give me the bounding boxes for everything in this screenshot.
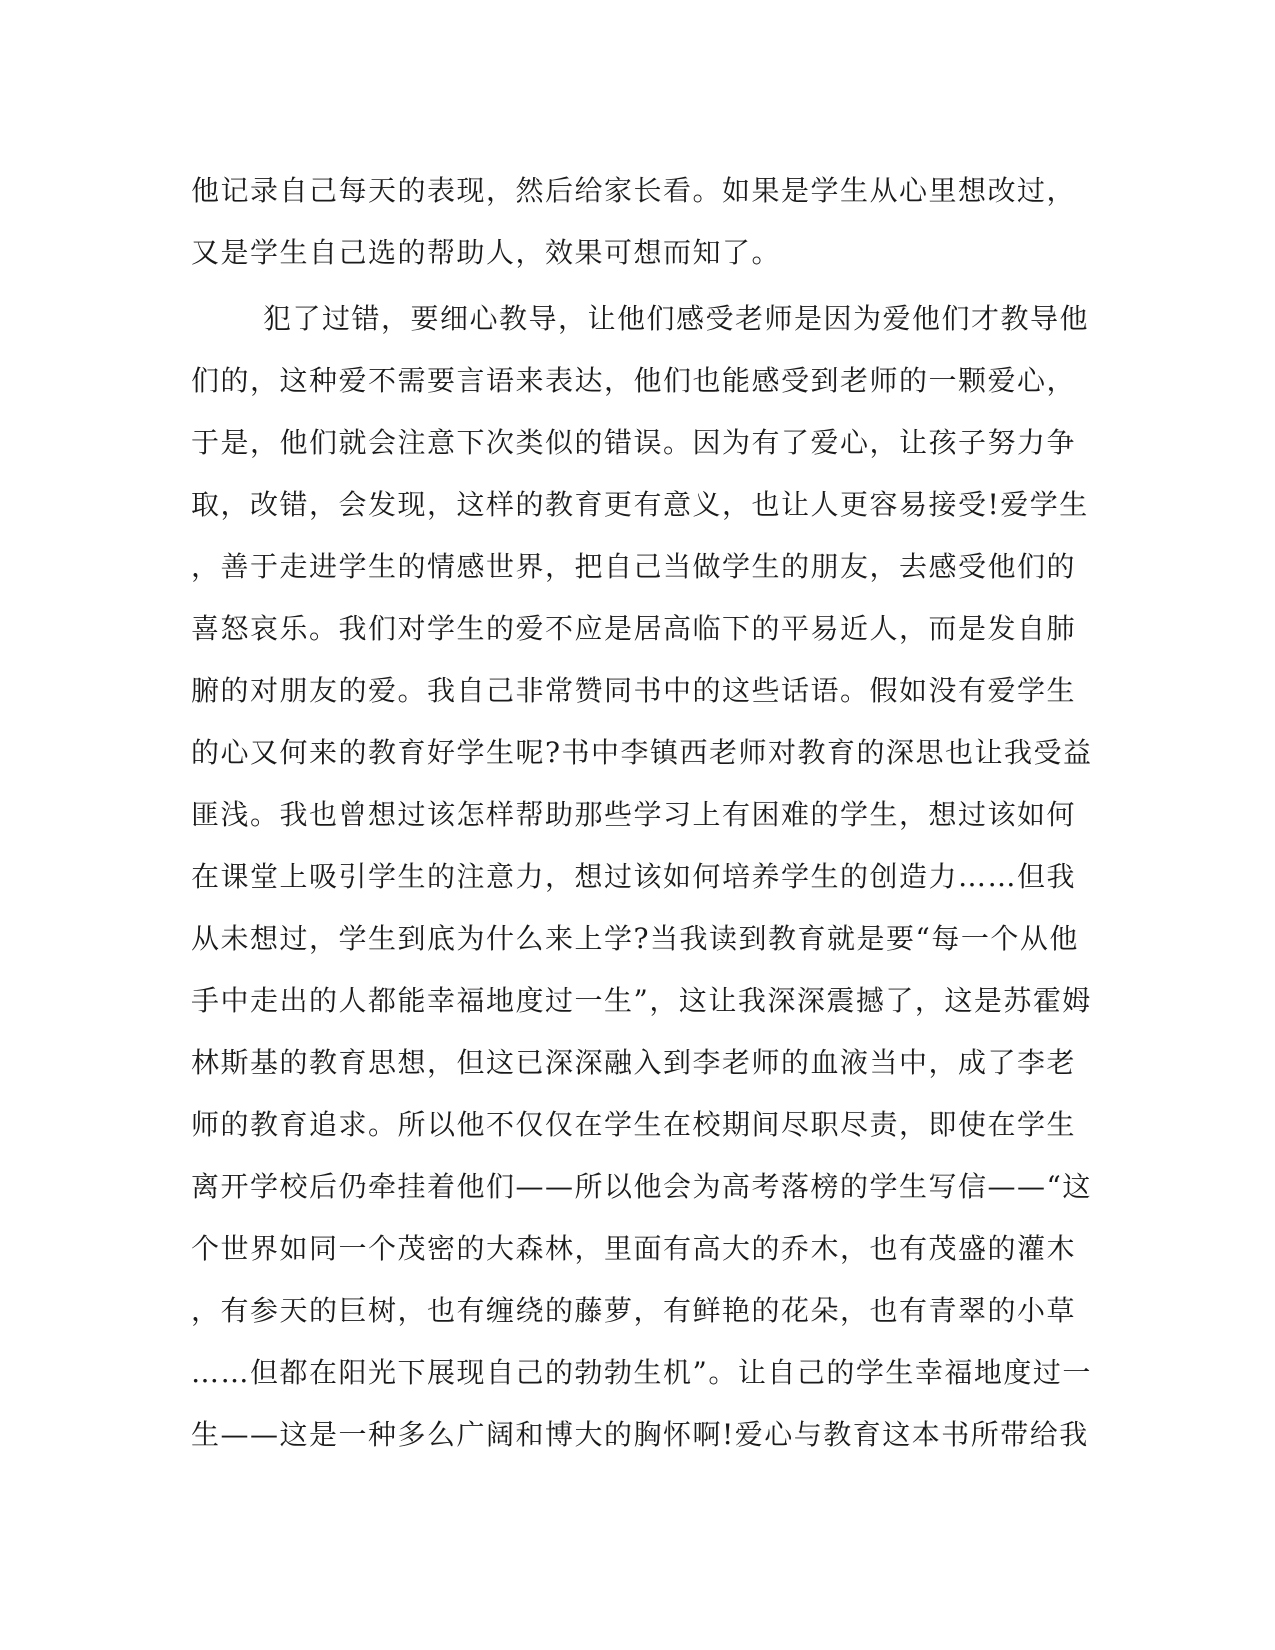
text-line: ，有参天的巨树，也有缠绕的藤萝，有鲜艳的花朵，也有青翠的小草: [191, 1294, 1077, 1327]
body-text: [191, 160, 1093, 1466]
text-line: 于是，他们就会注意下次类似的错误。因为有了爱心，让孩子努力争: [191, 426, 1077, 459]
text-line: 取，改错，会发现，这样的教育更有意义，也让人更容易接受!爱学生: [191, 488, 1089, 521]
text-line: 林斯基的教育思想，但这已深深融入到李老师的血液当中，成了李老: [191, 1046, 1077, 1079]
text-line: ，善于走进学生的情感世界，把自己当做学生的朋友，去感受他们的: [191, 550, 1077, 583]
text-line: 生——这是一种多么广阔和博大的胸怀啊!爱心与教育这本书所带给我: [191, 1418, 1089, 1451]
paragraph-2: [191, 288, 1093, 1466]
text-line: 的心又何来的教育好学生呢?书中李镇西老师对教育的深思也让我受益: [191, 736, 1093, 769]
text-line: 犯了过错，要细心教导，让他们感受老师是因为爱他们才教导他: [263, 302, 1090, 335]
text-line: 喜怒哀乐。我们对学生的爱不应是居高临下的平易近人，而是发自肺: [191, 612, 1077, 645]
text-line: 手中走出的人都能幸福地度过一生”，这让我深深震撼了，这是苏霍姆: [191, 984, 1092, 1017]
paragraph-1: [191, 160, 1077, 284]
text-line: ……但都在阳光下展现自己的勃勃生机”。让自己的学生幸福地度过一: [191, 1356, 1092, 1389]
text-line: 们的，这种爱不需要言语来表达，他们也能感受到老师的一颗爱心，: [191, 364, 1077, 397]
text-line: 腑的对朋友的爱。我自己非常赞同书中的这些话语。假如没有爱学生: [191, 674, 1077, 707]
text-line: 他记录自己每天的表现，然后给家长看。如果是学生从心里想改过，: [191, 174, 1077, 207]
text-line: 个世界如同一个茂密的大森林，里面有高大的乔木，也有茂盛的灌木: [191, 1232, 1077, 1265]
text-line: 又是学生自己选的帮助人，效果可想而知了。: [191, 236, 782, 269]
text-line: 离开学校后仍牵挂着他们——所以他会为高考落榜的学生写信——“这: [191, 1170, 1092, 1203]
text-line: 在课堂上吸引学生的注意力，想过该如何培养学生的创造力……但我: [191, 860, 1077, 893]
text-line: 师的教育追求。所以他不仅仅在学生在校期间尽职尽责，即使在学生: [191, 1108, 1077, 1141]
text-line: 从未想过，学生到底为什么来上学?当我读到教育就是要“每一个从他: [191, 922, 1079, 955]
text-line: 匪浅。我也曾想过该怎样帮助那些学习上有困难的学生，想过该如何: [191, 798, 1077, 831]
